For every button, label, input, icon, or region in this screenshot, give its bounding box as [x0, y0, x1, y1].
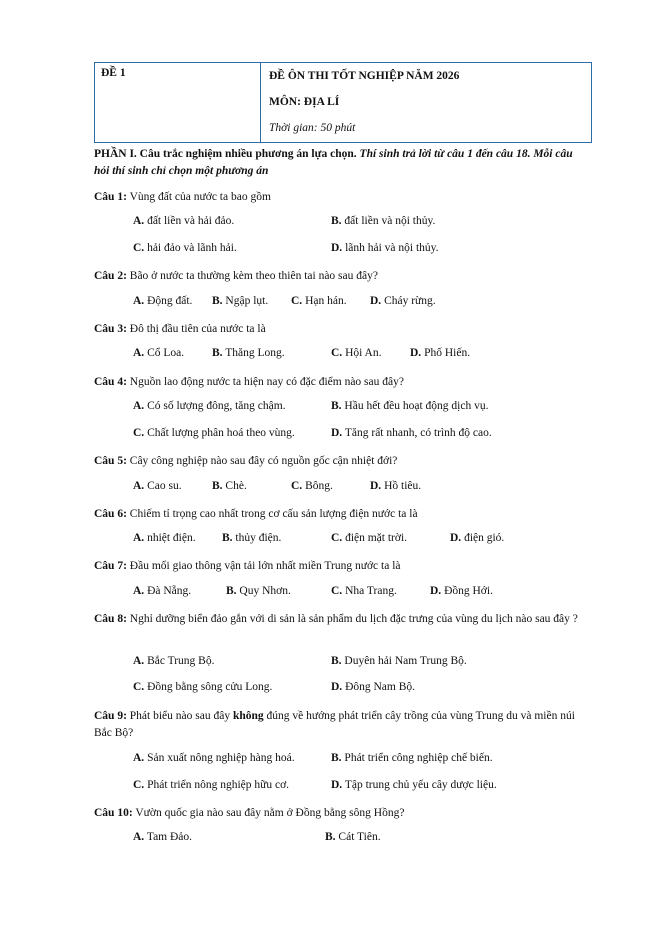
question-label: Câu 8: — [94, 613, 127, 625]
question-text: Đầu mối giao thông vận tải lớn nhất miền Trung nước ta là — [129, 560, 401, 572]
option-c[interactable]: C. Hội An. — [331, 347, 382, 359]
exam-info-cell — [261, 63, 591, 142]
option-b[interactable]: B. Ngập lụt. — [212, 295, 269, 307]
exam-title: ĐỀ ÔN THI TỐT NGHIỆP NĂM 2026 — [269, 70, 460, 82]
question-text-emphasis: không — [232, 710, 264, 722]
option-a[interactable]: A. Đà Nẵng. — [133, 585, 192, 597]
question-text: Vùng đất của nước ta bao gồm — [129, 191, 271, 203]
option-d[interactable]: D. Cháy rừng. — [370, 295, 436, 307]
question-4 — [94, 374, 584, 391]
question-2 — [94, 268, 584, 285]
option-b[interactable]: B. Chè. — [212, 480, 247, 492]
question-label: Câu 9: — [94, 710, 127, 722]
option-a[interactable]: A. Bắc Trung Bộ. — [133, 655, 215, 667]
option-d[interactable]: D. Đồng Hới. — [430, 585, 493, 597]
question-label: Câu 10: — [94, 807, 133, 819]
question-5 — [94, 453, 584, 470]
question-text: Nguồn lao động nước ta hiện nay có đặc điểm nào sau đây? — [129, 376, 404, 388]
option-a[interactable]: A. nhiệt điện. — [133, 532, 196, 544]
option-a[interactable]: A. Cổ Loa. — [133, 347, 185, 359]
option-d[interactable]: D. lãnh hải và nội thủy. — [331, 242, 439, 254]
option-b[interactable]: B. đất liền và nội thủy. — [331, 215, 436, 227]
question-text: Chiếm tỉ trọng cao nhất trong cơ cấu sản lượng điện nước ta là — [129, 508, 418, 520]
option-d[interactable]: D. Phố Hiến. — [410, 347, 471, 359]
question-10 — [94, 805, 584, 822]
question-text: Cây công nghiệp nào sau đây có nguồn gốc cận nhiệt đới? — [129, 455, 398, 467]
option-d[interactable]: D. Hồ tiêu. — [370, 480, 422, 492]
option-c[interactable]: C. Chất lượng phân hoá theo vùng. — [133, 427, 295, 439]
option-c[interactable]: C. Phát triển nông nghiệp hữu cơ. — [133, 779, 290, 791]
option-c[interactable]: C. điện mặt trời. — [331, 532, 408, 544]
option-a[interactable]: A. Có số lượng đông, tăng chậm. — [133, 400, 286, 412]
option-b[interactable]: B. Duyên hải Nam Trung Bộ. — [331, 655, 467, 667]
question-label: Câu 3: — [94, 323, 127, 335]
option-b[interactable]: B. thủy điện. — [222, 532, 282, 544]
option-b[interactable]: B. Phát triển công nghiệp chế biến. — [331, 752, 493, 764]
question-1 — [94, 189, 584, 206]
option-a[interactable]: A. Sản xuất nông nghiệp hàng hoá. — [133, 752, 295, 764]
option-d[interactable]: D. Tập trung chủ yếu cây dược liệu. — [331, 779, 497, 791]
option-b[interactable]: B. Hầu hết đều hoạt động dịch vụ. — [331, 400, 489, 412]
option-a[interactable]: A. đất liền và hải đảo. — [133, 215, 235, 227]
question-text-post: đúng về hướng phát triển cây trồng của vùng Trung du và miền núi Bắc Bộ? — [94, 710, 575, 739]
question-label: Câu 4: — [94, 376, 127, 388]
exam-header-table — [94, 62, 592, 143]
question-text: Vườn quốc gia nào sau đây nằm ở Đồng bằng sông Hồng? — [135, 807, 405, 819]
option-d[interactable]: D. Tăng rất nhanh, có trình độ cao. — [331, 427, 492, 439]
question-label: Câu 6: — [94, 508, 127, 520]
exam-code: ĐỀ 1 — [101, 67, 126, 79]
question-text: Bão ở nước ta thường kèm theo thiên tai nào sau đây? — [129, 270, 378, 282]
option-d[interactable]: D. Đông Nam Bộ. — [331, 681, 416, 693]
option-b[interactable]: B. Cát Tiên. — [325, 831, 381, 843]
question-7 — [94, 558, 584, 575]
question-label: Câu 7: — [94, 560, 127, 572]
option-a[interactable]: A. Cao su. — [133, 480, 182, 492]
option-c[interactable]: C. Hạn hán. — [291, 295, 347, 307]
question-label: Câu 1: — [94, 191, 127, 203]
question-label: Câu 2: — [94, 270, 127, 282]
option-c[interactable]: C. hải đảo và lãnh hải. — [133, 242, 237, 254]
option-a[interactable]: A. Tam Đảo. — [133, 831, 193, 843]
part1-heading — [94, 146, 584, 180]
question-text-pre: Phát biểu nào sau đây — [129, 710, 231, 722]
exam-subject: MÔN: ĐỊA LÍ — [269, 96, 340, 108]
question-6 — [94, 506, 584, 523]
exam-code-cell — [95, 63, 261, 142]
option-b[interactable]: B. Quy Nhơn. — [226, 585, 291, 597]
part1-instruction: Thí sinh trả lời từ câu 1 đến câu 18. Mỗi câu hỏi thí sinh chỉ chọn một phương án — [94, 148, 573, 177]
question-label: Câu 5: — [94, 455, 127, 467]
option-c[interactable]: C. Bông. — [291, 480, 333, 492]
question-text: Đô thị đầu tiên của nước ta là — [129, 323, 266, 335]
question-3 — [94, 321, 584, 338]
question-8 — [94, 611, 584, 628]
exam-time: Thời gian: 50 phút — [269, 122, 356, 134]
question-text: Nghỉ dưỡng biển đảo gắn với di sản là sản phẩm du lịch đặc trưng của vùng du lịch nào sau đây ? — [129, 613, 578, 625]
question-9 — [94, 708, 584, 742]
option-d[interactable]: D. điện gió. — [450, 532, 505, 544]
part1-title: PHẦN I. Câu trắc nghiệm nhiều phương án lựa chọn. — [94, 148, 357, 160]
option-c[interactable]: C. Đồng bằng sông cửu Long. — [133, 681, 273, 693]
option-b[interactable]: B. Thăng Long. — [212, 347, 285, 359]
option-c[interactable]: C. Nha Trang. — [331, 585, 397, 597]
option-a[interactable]: A. Động đất. — [133, 295, 193, 307]
